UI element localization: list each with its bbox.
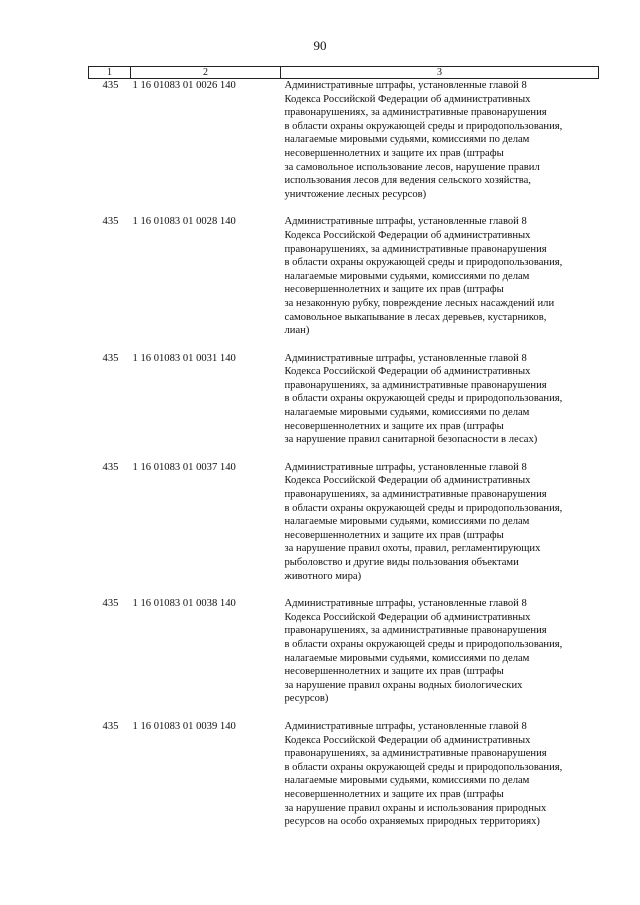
table-header: [89, 67, 599, 79]
description-line: Кодекса Российской Федерации об административных: [284, 229, 531, 241]
table-row: [89, 352, 599, 461]
description-line: ресурсов): [284, 693, 329, 705]
budget-classification-code: 1 16 01083 01 0039 140: [132, 720, 236, 732]
table-row: [89, 720, 599, 843]
description-line: несовершеннолетних и защите их прав (штрафы: [284, 284, 504, 296]
description-line: в области охраны окружающей среды и природопользования,: [284, 638, 563, 650]
description-line: лиан): [284, 325, 310, 337]
description-line: налагаемые мировыми судьями, комиссиями по делам: [284, 516, 530, 528]
description-line: правонарушениях, за административные правонарушения: [284, 379, 547, 391]
description-line: несовершеннолетних и защите их прав (штрафы: [284, 666, 504, 678]
description-line: рыболовство и другие виды пользования объектами: [284, 557, 519, 568]
description-line: Кодекса Российской Федерации об административных: [284, 611, 531, 623]
description-line: Административные штрафы, установленные главой 8: [284, 216, 527, 228]
description-line: Административные штрафы, установленные главой 8: [284, 80, 527, 91]
description-line: налагаемые мировыми судьями, комиссиями по делам: [284, 270, 530, 282]
description-line: налагаемые мировыми судьями, комиссиями по делам: [284, 134, 530, 146]
revenue-description: [281, 79, 599, 216]
budget-classification-code: 1 16 01083 01 0031 140: [132, 352, 236, 364]
description-line: правонарушениях, за административные правонарушения: [284, 625, 547, 637]
description-line: за нарушение правил санитарной безопасности в лесах): [284, 434, 538, 446]
revenue-description: [281, 597, 599, 720]
description-line: в области охраны окружающей среды и природопользования,: [284, 761, 563, 773]
description-line: налагаемые мировыми судьями, комиссиями по делам: [284, 652, 530, 664]
revenue-description: [281, 352, 599, 461]
description-line: использования лесов для ведения сельского хозяйства,: [284, 175, 531, 187]
table-row: [89, 79, 599, 216]
description-line: несовершеннолетних и защите их прав (штрафы: [284, 529, 504, 541]
description-line: правонарушениях, за административные правонарушения: [284, 489, 547, 501]
revenue-description: [281, 461, 599, 597]
description-line: налагаемые мировыми судьями, комиссиями по делам: [284, 775, 530, 787]
table-row: [89, 215, 599, 351]
description-line: Кодекса Российской Федерации об административных: [284, 366, 531, 378]
admin-code: 435: [102, 216, 119, 228]
description-line: Кодекса Российской Федерации об административных: [284, 475, 531, 487]
description-line: за незаконную рубку, повреждение лесных насаждений или: [284, 297, 555, 309]
budget-classification-code: 1 16 01083 01 0038 140: [132, 598, 236, 610]
description-line: Административные штрафы, установленные главой 8: [284, 598, 527, 610]
description-line: несовершеннолетних и защите их прав (штрафы: [284, 420, 504, 432]
page-number: 90: [313, 38, 327, 53]
description-line: Административные штрафы, установленные главой 8: [284, 461, 527, 473]
description-line: за нарушение правил охраны водных биологических: [284, 679, 523, 691]
column-header-3: 3: [281, 67, 599, 79]
admin-code: 435: [102, 352, 119, 364]
budget-classification-code: 1 16 01083 01 0026 140: [132, 80, 236, 91]
description-line: правонарушениях, за административные правонарушения: [284, 243, 547, 255]
description-line: правонарушениях, за административные правонарушения: [284, 107, 547, 119]
description-line: ресурсов на особо охраняемых природных территориях): [284, 816, 540, 828]
description-line: в области охраны окружающей среды и природопользования,: [284, 393, 563, 405]
column-header-2: 2: [131, 67, 281, 79]
budget-codes-table: [88, 66, 599, 843]
admin-code: 435: [102, 461, 119, 473]
table-body: [89, 79, 599, 843]
admin-code: 435: [102, 598, 119, 610]
description-line: животного мира): [284, 570, 362, 582]
description-line: несовершеннолетних и защите их прав (штрафы: [284, 147, 504, 159]
revenue-description: [281, 215, 599, 351]
description-line: уничтожение лесных ресурсов): [284, 188, 427, 200]
header-row: [89, 67, 599, 79]
description-line: самовольное выкапывание в лесах деревьев, кустарников,: [284, 311, 547, 323]
budget-classification-code: 1 16 01083 01 0037 140: [132, 461, 236, 473]
description-line: в области охраны окружающей среды и природопользования,: [284, 502, 563, 514]
description-line: Кодекса Российской Федерации об административных: [284, 734, 531, 746]
revenue-description: [281, 720, 599, 843]
description-line: Административные штрафы, установленные главой 8: [284, 720, 527, 732]
description-line: правонарушениях, за административные правонарушения: [284, 748, 547, 760]
description-line: в области охраны окружающей среды и природопользования,: [284, 120, 563, 132]
description-line: налагаемые мировыми судьями, комиссиями по делам: [284, 407, 530, 419]
table-row: [89, 597, 599, 720]
description-line: за нарушение правил охраны и использования природных: [284, 802, 547, 814]
description-line: в области охраны окружающей среды и природопользования,: [284, 257, 563, 269]
column-header-1: 1: [89, 67, 131, 79]
description-line: за самовольное использование лесов, нарушение правил: [284, 161, 540, 173]
admin-code: 435: [102, 720, 119, 732]
description-line: Административные штрафы, установленные главой 8: [284, 352, 527, 364]
budget-classification-code: 1 16 01083 01 0028 140: [132, 216, 236, 228]
description-line: за нарушение правил охоты, правил, регламентирующих: [284, 543, 541, 555]
table-row: [89, 461, 599, 597]
admin-code: 435: [102, 80, 119, 91]
description-line: несовершеннолетних и защите их прав (штрафы: [284, 788, 504, 800]
description-line: Кодекса Российской Федерации об административных: [284, 93, 531, 105]
